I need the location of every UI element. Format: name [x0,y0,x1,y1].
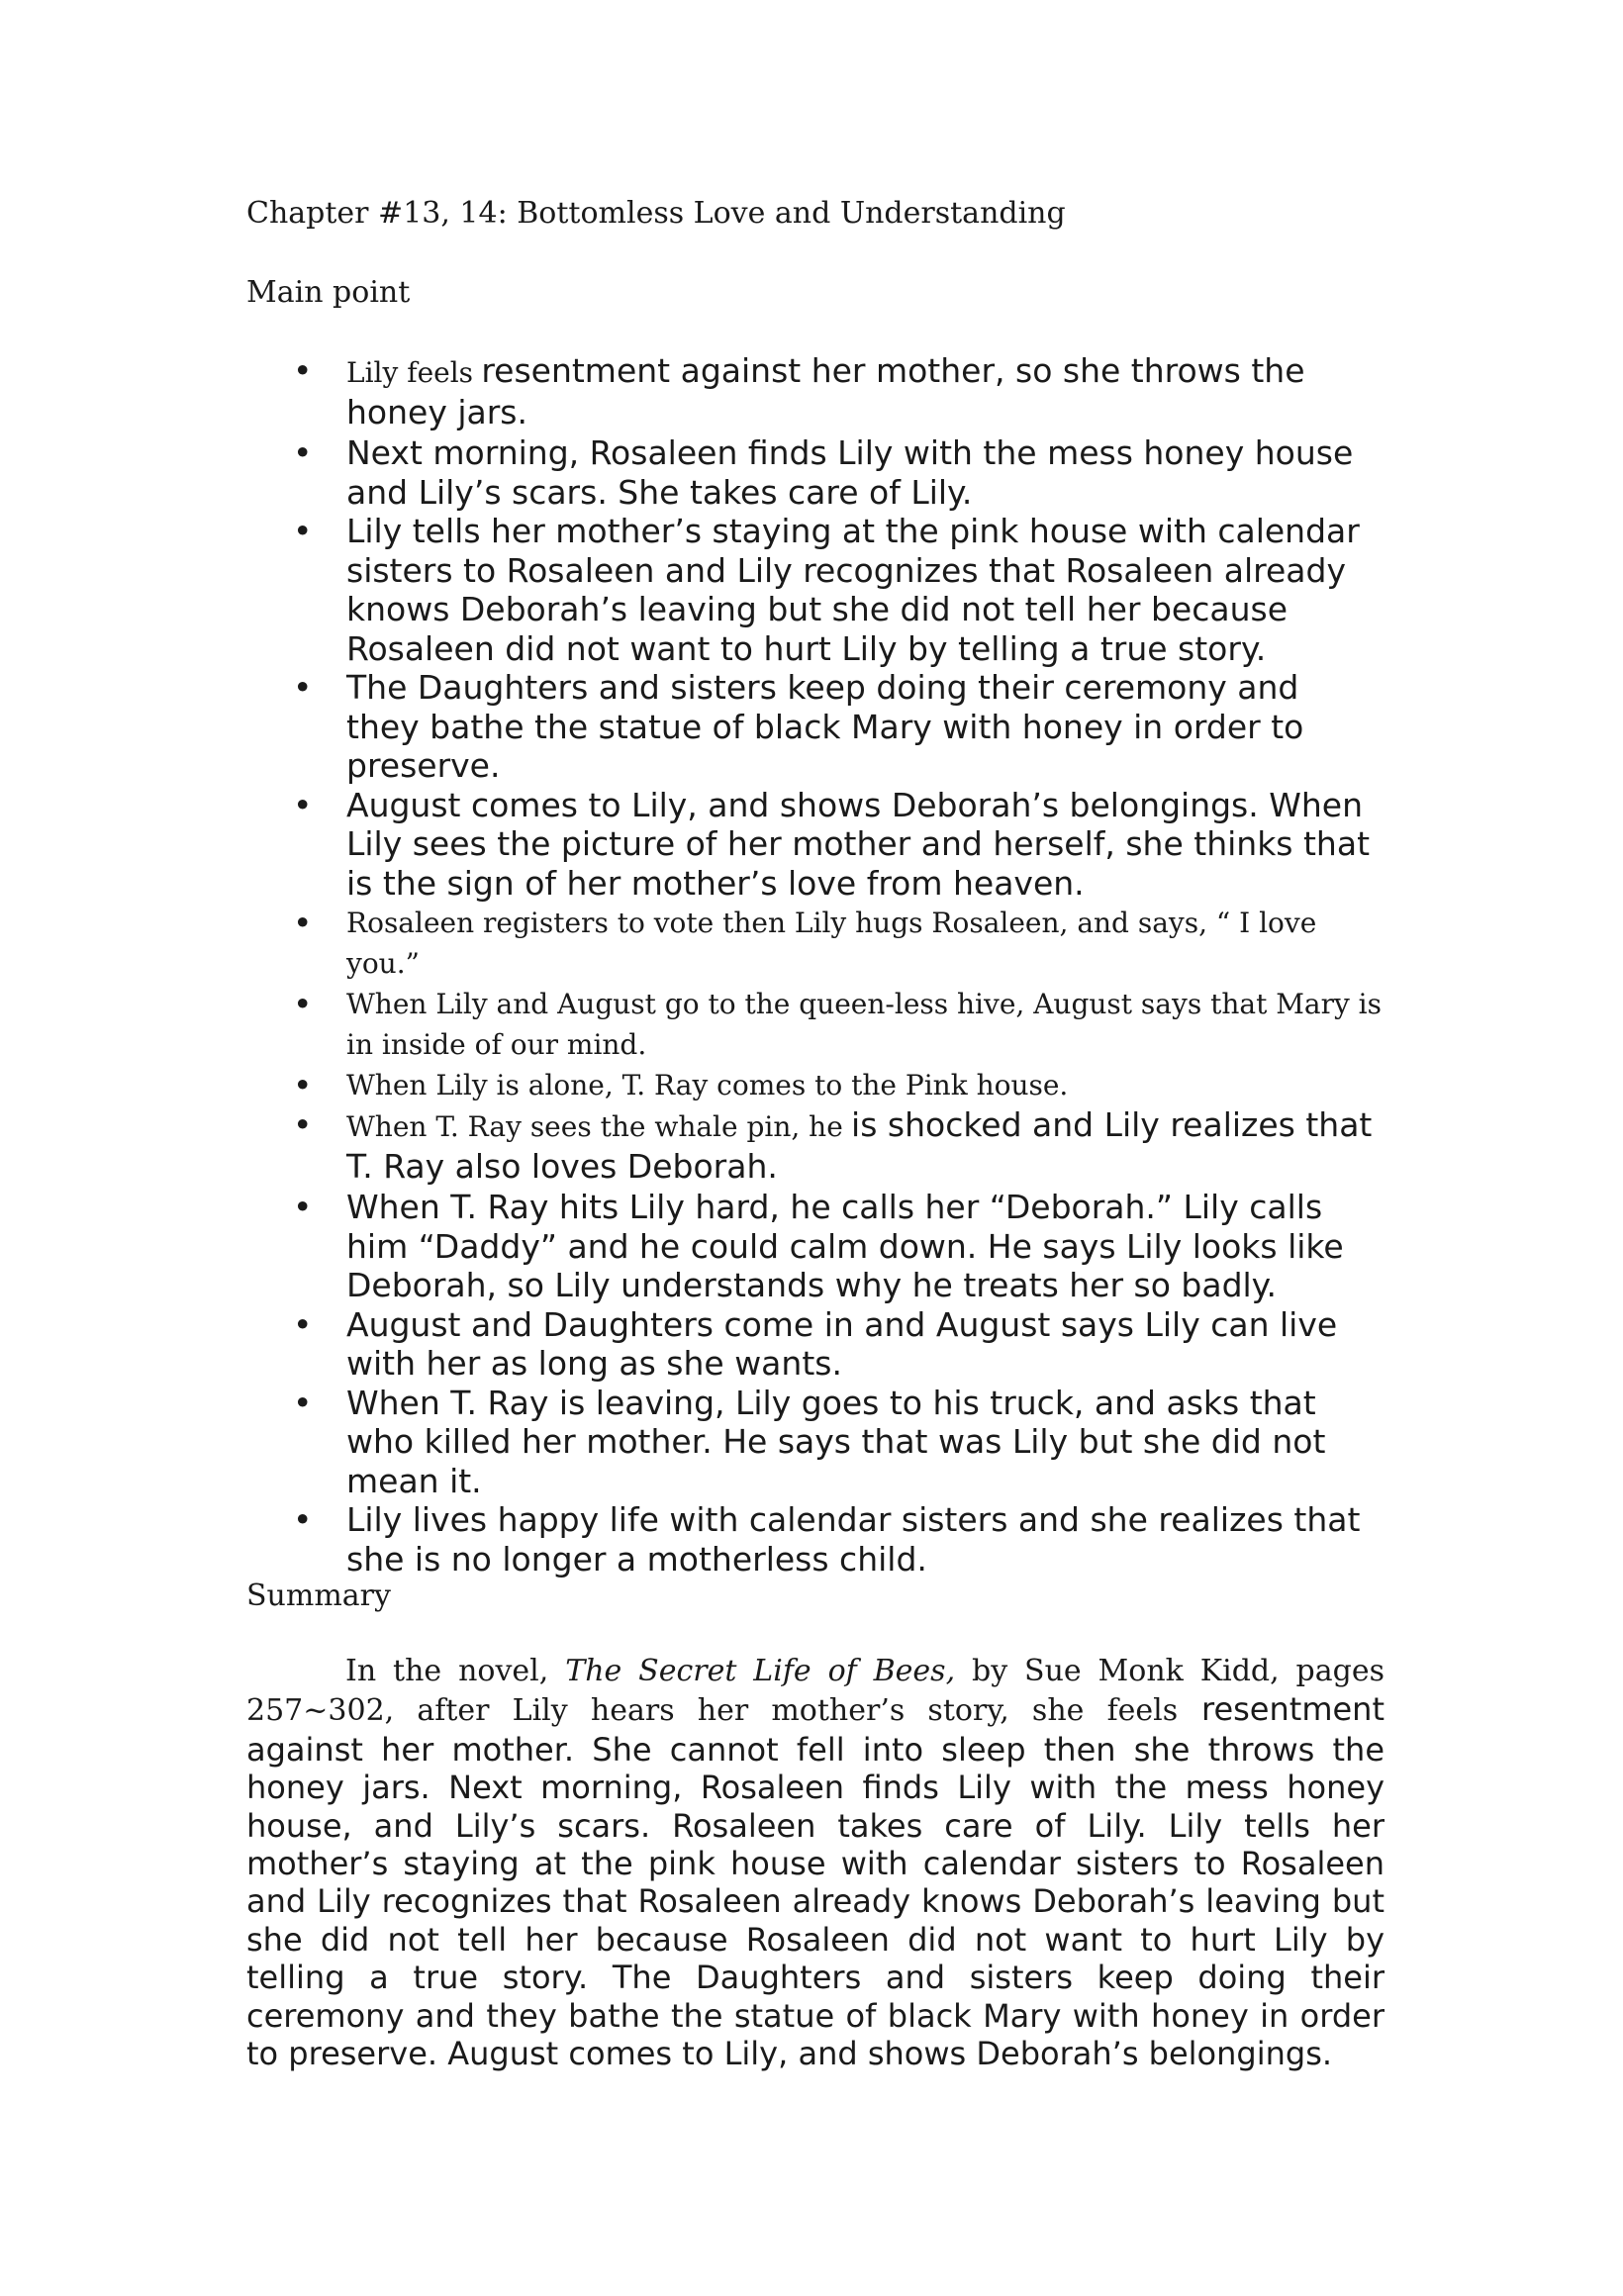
summary-serif-text: by Sue Monk Kidd, pages 257~302, after Lily hears her mother’s story, she feels [246,1654,1384,1729]
summary-text: resentment against her mother. She cannot fell into sleep then she throws the honey jars. Next morning, Rosaleen finds Lily with the mess honey house, and Lily’s scars. Rosaleen takes care of Lily. Lily tells her mother’s staying at the pink house with calendar sisters to Rosaleen and Lily recognizes that Rosaleen already knows Deborah’s leaving but she did not tell her because Rosaleen did not want to hurt Lily by telling a true story. The Daughters and sisters keep doing their ceremony and they bathe the statue of black Mary with honey in order to preserve. August comes to Lily, and shows Deborah’s belongings. [246,1690,1385,2073]
book-title: The Secret Life of Bees, [565,1654,956,1688]
list-item [293,1384,1382,1501]
main-point-heading: Main point [246,275,411,310]
list-item [293,786,1382,904]
list-item [293,1305,1382,1384]
list-item-text: Next morning, Rosaleen finds Lily with the mess honey house and Lily’s scars. She takes care of Lily. [346,433,1354,512]
list-item-serif-text: Lily feels [346,356,474,389]
list-item [293,1065,1382,1105]
list-item [293,433,1382,512]
list-item [293,512,1382,668]
list-item-text: resentment against her mother, so she throws the honey jars. [346,351,1305,431]
list-item-text: Lily tells her mother’s staying at the pink house with calendar sisters to Rosaleen and Lily recognizes that Rosaleen already knows Deborah’s leaving but she did not tell her because Rosaleen did not want to hurt Lily by telling a true story. [346,512,1360,668]
list-item-text: August comes to Lily, and shows Deborah’s belongings. When Lily sees the picture of her mother and herself, she thinks that is the sign of her mother’s love from heaven. [346,785,1371,903]
list-item-text: Rosaleen registers to vote then Lily hugs Rosaleen, and says, “ I love you.” [346,907,1317,980]
chapter-title: Chapter #13, 14: Bottomless Love and Understanding [246,196,1066,231]
list-item-serif-text: When T. Ray sees the whale pin, he [346,1110,843,1143]
main-point-list [293,351,1382,1578]
list-item [293,1188,1382,1305]
list-item-text: When Lily is alone, T. Ray comes to the Pink house. [346,1069,1069,1101]
list-item [293,1500,1382,1578]
summary-heading: Summary [246,1578,391,1613]
list-item-text: The Daughters and sisters keep doing their ceremony and they bathe the statue of black Mary with honey in order to preserve. [346,668,1304,785]
summary-paragraph [246,1651,1384,2072]
list-item-text: is shocked and Lily realizes that T. Ray also loves Deborah. [346,1105,1373,1186]
list-item [293,668,1382,786]
list-item-text: When T. Ray is leaving, Lily goes to his truck, and asks that who killed her mother. He says that was Lily but she did not mean it. [346,1383,1326,1500]
list-item-text: When T. Ray hits Lily hard, he calls her “Deborah.” Lily calls him “Daddy” and he could calm down. He says Lily looks like Deborah, so Lily understands why he treats her so badly. [346,1188,1344,1304]
list-item-text: August and Daughters come in and August says Lily can live with her as long as she wants. [346,1304,1338,1383]
list-item [293,903,1382,984]
list-item [293,1105,1382,1188]
list-item [293,351,1382,433]
summary-intro: In the novel, [345,1654,566,1688]
list-item-text: When Lily and August go to the queen-less hive, August says that Mary is in inside of our mind. [346,988,1383,1061]
list-item-text: Lily lives happy life with calendar sisters and she realizes that she is no longer a motherless child. [346,1500,1361,1578]
list-item [293,984,1382,1065]
